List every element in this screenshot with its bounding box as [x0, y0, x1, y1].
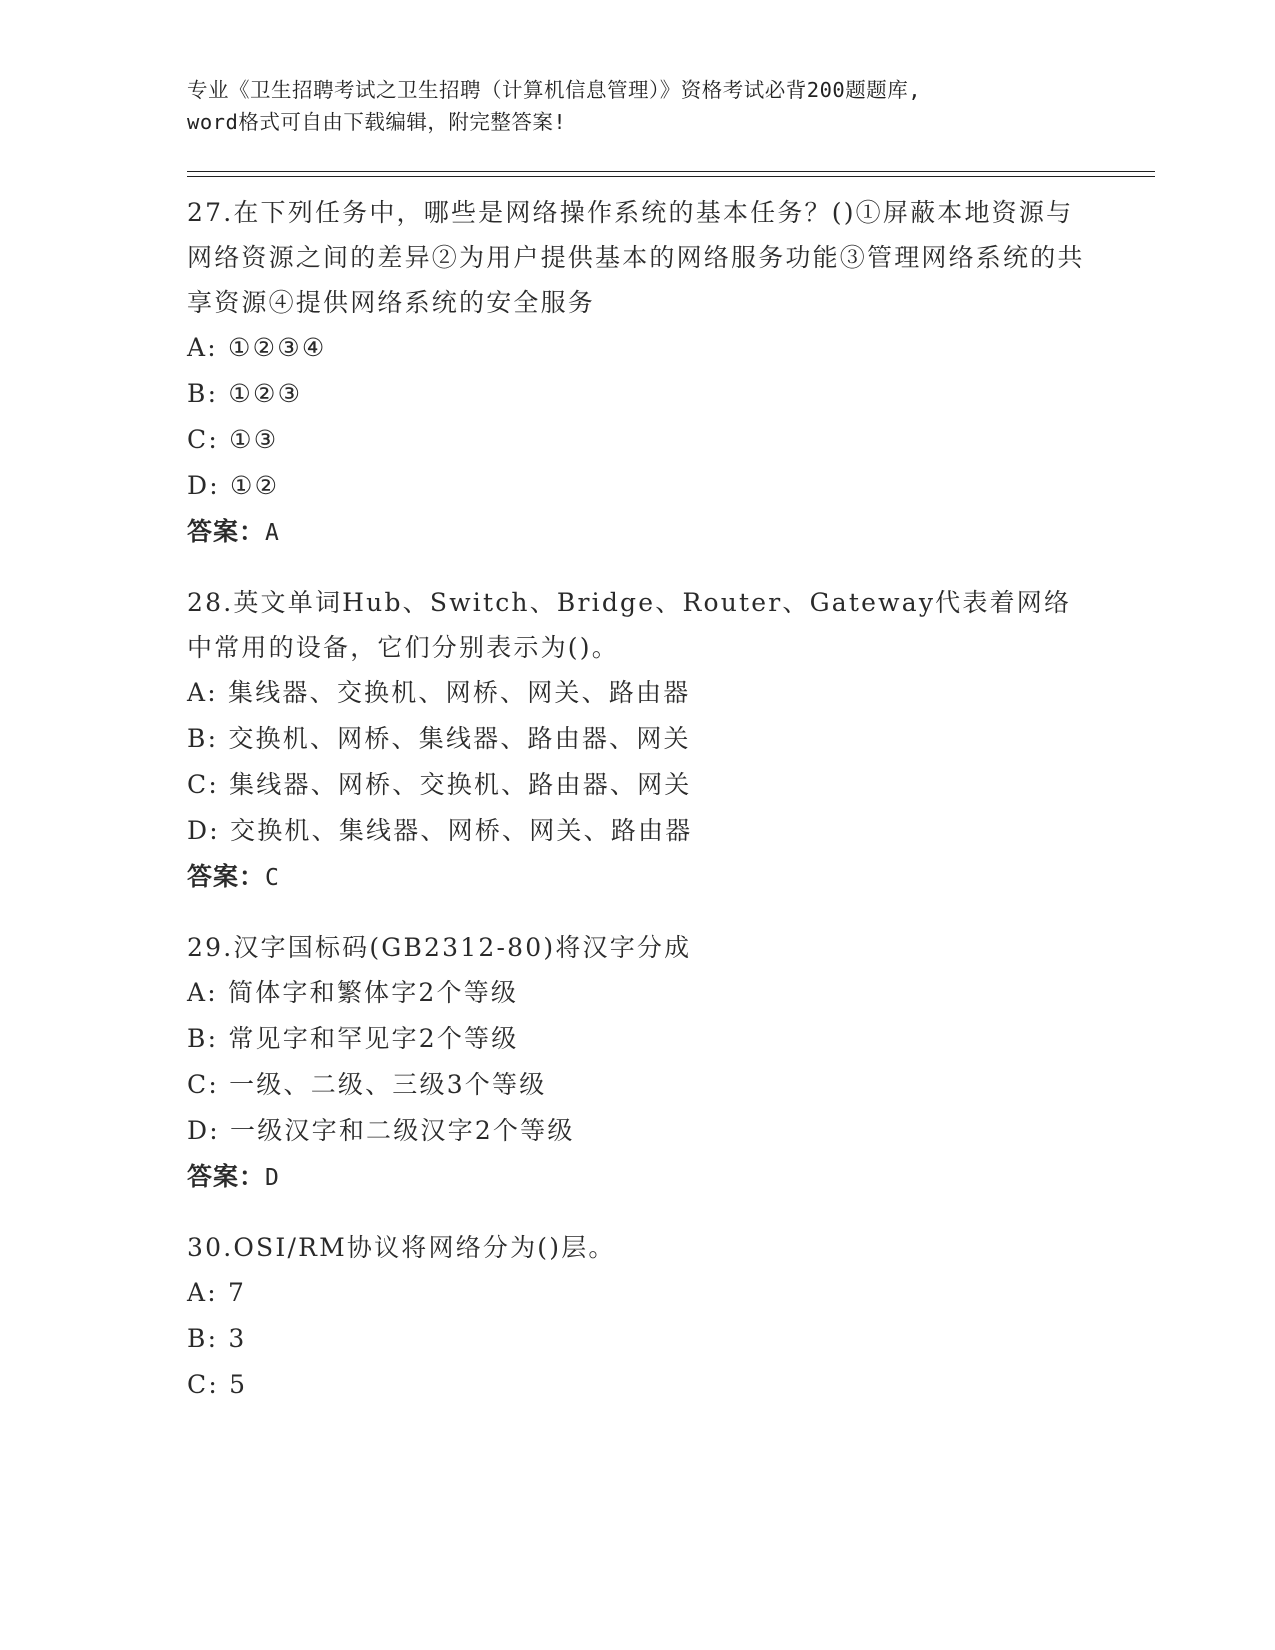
option-b: B: 常见字和罕见字2个等级 [187, 1024, 519, 1053]
option-d: D: ①② [187, 471, 280, 500]
option-b: B: 3 [187, 1324, 247, 1353]
option-a: A: 简体字和繁体字2个等级 [187, 978, 519, 1007]
option-c: C: 集线器、网桥、交换机、路由器、网关 [187, 770, 692, 799]
option-a: A: 集线器、交换机、网桥、网关、路由器 [187, 678, 691, 707]
option-a: A: 7 [187, 1278, 247, 1307]
header-line-2: word格式可自由下载编辑，附完整答案! [187, 110, 567, 134]
answer-line [187, 854, 1087, 900]
document-header [187, 74, 1087, 138]
option-c: C: 一级、二级、三级3个等级 [187, 1070, 547, 1099]
option-b: B: ①②③ [187, 379, 303, 408]
answer-line [187, 509, 1087, 555]
answer-value: C [265, 865, 280, 891]
answer-value: D [265, 1165, 280, 1191]
option-d: D: 交换机、集线器、网桥、网关、路由器 [187, 816, 693, 845]
option-d: D: 一级汉字和二级汉字2个等级 [187, 1116, 575, 1145]
answer-value: A [265, 520, 280, 546]
question-text: 30.OSI/RM协议将网络分为()层。 [187, 1233, 616, 1262]
question-30 [187, 1225, 1087, 1408]
answer-label: 答案： [187, 517, 266, 546]
answer-line [187, 1154, 1087, 1200]
question-text: 27.在下列任务中，哪些是网络操作系统的基本任务？()①屏蔽本地资源与网络资源之间的差异②为用户提供基本的网络服务功能③管理网络系统的共享资源④提供网络系统的安全服务 [187, 198, 1085, 317]
question-28 [187, 580, 1087, 900]
option-c: C: ①③ [187, 425, 279, 454]
option-b: B: 交换机、网桥、集线器、路由器、网关 [187, 724, 691, 753]
answer-label: 答案： [187, 862, 266, 891]
question-text: 29.汉字国标码(GB2312-80)将汉字分成 [187, 933, 692, 962]
answer-label: 答案： [187, 1162, 266, 1191]
question-29 [187, 925, 1087, 1200]
option-c: C: 5 [187, 1370, 248, 1399]
question-list [187, 190, 1087, 1433]
option-a: A: ①②③④ [187, 333, 327, 362]
header-divider-bottom [187, 176, 1155, 177]
question-27 [187, 190, 1087, 555]
question-text: 28.英文单词Hub、Switch、Bridge、Router、Gateway代表着网络中常用的设备，它们分别表示为()。 [187, 588, 1072, 662]
header-line-1: 专业《卫生招聘考试之卫生招聘（计算机信息管理）》资格考试必背200题题库, [187, 78, 922, 102]
header-divider-top [187, 171, 1155, 172]
